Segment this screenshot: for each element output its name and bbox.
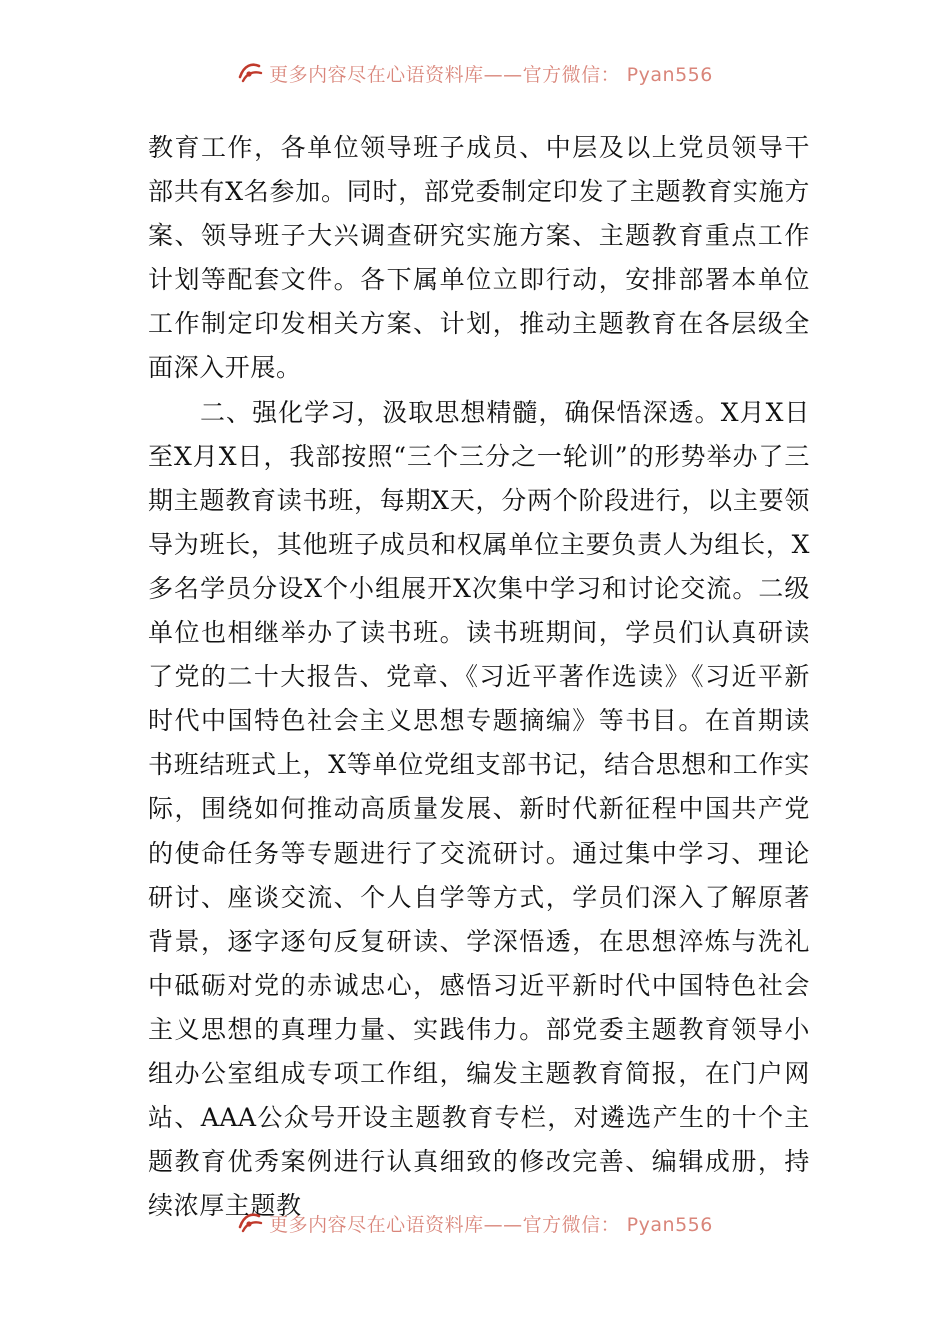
footer-watermark (0, 1206, 950, 1240)
watermark-text: 更多内容尽在心语资料库——官方微信： Pyan556 (269, 1213, 713, 1236)
watermark-text: 更多内容尽在心语资料库——官方微信： Pyan556 (269, 63, 713, 86)
paragraph-continuation: 教育工作，各单位领导班子成员、中层及以上党员领导干部共有X名参加。同时，部党委制定印发了主题教育实施方案、领导班子大兴调查研究实施方案、主题教育重点工作计划等配套文件。各下属单位立即行动，安排部署本单位工作制定印发相关方案、计划，推动主题教育在各层级全面深入开展。 (148, 133, 810, 383)
header-watermark (0, 56, 950, 90)
paragraph-section-two: 二、强化学习，汲取思想精髓，确保悟深透。X月X日至X月X日，我部按照“三个三分之一轮训”的形势举办了三期主题教育读书班，每期X天，分两个阶段进行，以主要领导为班长，其他班子成员和权属单位主要负责人为组长，X多名学员分设X个小组展开X次集中学习和讨论交流。二级单位也相继举办了读书班。读书班期间，学员们认真研读了党的二十大报告、党章、《习近平著作选读》《习近平新时代中国特色社会主义思想专题摘编》等书目。在首期读书班结班式上，X等单位党组支部书记，结合思想和工作实际，围绕如何推动高质量发展、新时代新征程中国共产党的使命任务等专题进行了交流研讨。通过集中学习、理论研讨、座谈交流、个人自学等方式，学员们深入了解原著背景，逐字逐句反复研读、学深悟透，在思想淬炼与洗礼中砥砺对党的赤诚忠心，感悟习近平新时代中国特色社会主义思想的真理力量、实践伟力。部党委主题教育领导小组办公室组成专项工作组，编发主题教育简报，在门户网站、AAA公众号开设主题教育专栏，对遴选产生的十个主题教育优秀案例进行认真细致的修改完善、编辑成册，持续浓厚主题教 (148, 397, 810, 1221)
brand-logo-icon (237, 61, 263, 85)
document-body (148, 126, 810, 1228)
brand-logo-icon (237, 1211, 263, 1235)
